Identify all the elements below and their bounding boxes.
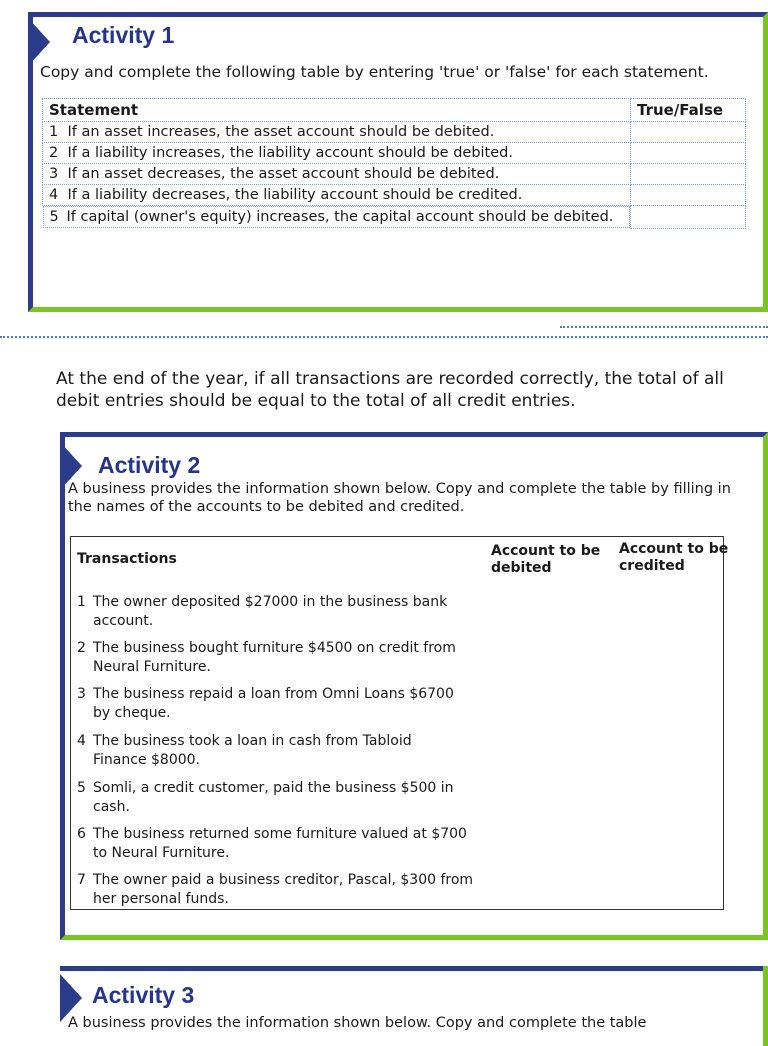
answer-cell: [631, 122, 746, 143]
header-transactions: Transactions: [77, 551, 177, 567]
activity-1-title: Activity 1: [72, 22, 175, 48]
answer-cell: [631, 185, 746, 206]
activity-3-intro: A business provides the information shown below. Copy and complete the table: [68, 1015, 647, 1031]
statement-text: If an asset increases, the asset account should be debited.: [67, 124, 495, 140]
activity-1-table: [42, 98, 746, 229]
transaction-text: The owner deposited $27000 in the business bank account.: [93, 594, 448, 629]
statement-text: If a liability increases, the liability account should be debited.: [67, 145, 513, 161]
activity-2-table: [70, 536, 729, 910]
activity-3-title: Activity 3: [92, 982, 195, 1008]
transaction-text: The business repaid a loan from Omni Loans $6700 by cheque.: [93, 686, 454, 721]
activity-3-top-border: [60, 966, 768, 971]
activity-3-right-border: [763, 966, 768, 1046]
transaction-text: The business returned some furniture valued at $700 to Neural Furniture.: [93, 826, 467, 861]
activity-3-box: [60, 966, 768, 1046]
table-row: 2 The business bought furniture $4500 on credit from Neural Furniture.: [77, 639, 465, 677]
answer-cell: [631, 164, 746, 185]
table-row: 7 The owner paid a business creditor, Pascal, $300 from her personal funds.: [77, 871, 477, 909]
answer-cell: [631, 206, 746, 229]
activity-2-box: [60, 432, 768, 940]
activity-2-intro: A business provides the information shown below. Copy and complete the table by filling in the names of the accounts to be debited and credited.: [68, 481, 731, 515]
table-row: 1 The owner deposited $27000 in the business bank account.: [77, 593, 465, 631]
activity-flag-icon: [28, 18, 50, 66]
dotted-divider: [560, 326, 768, 328]
table-row: 5 If capital (owner's equity) increases, the capital account should be debited.: [43, 206, 746, 229]
table-row: 4 The business took a loan in cash from Tabloid Finance $8000.: [77, 732, 465, 770]
table-row: 4 If a liability decreases, the liability account should be credited.: [43, 185, 746, 206]
transaction-text: The owner paid a business creditor, Pascal, $300 from her personal funds.: [93, 872, 474, 907]
table-row: 3 If an asset decreases, the asset account should be debited.: [43, 164, 746, 185]
table-row: 5 Somli, a credit customer, paid the business $500 in cash.: [77, 779, 465, 817]
body-paragraph: At the end of the year, if all transactions are recorded correctly, the total of all debit entries should be equal to the total of all credit entries.: [56, 369, 724, 411]
activity-1-box: [28, 12, 768, 312]
header-statement: Statement: [43, 99, 631, 122]
transaction-text: The business took a loan in cash from Tabloid Finance $8000.: [93, 733, 412, 768]
statement-text: If a liability decreases, the liability account should be credited.: [67, 187, 523, 203]
statement-text: If an asset decreases, the asset account should be debited.: [67, 166, 500, 182]
header-true-false: True/False: [631, 99, 746, 122]
table-row: 1 If an asset increases, the asset account should be debited.: [43, 122, 746, 143]
header-account-debited: Account to be debited: [491, 543, 601, 576]
statement-text: If capital (owner's equity) increases, the capital account should be debited.: [66, 209, 614, 225]
table-row: 3 The business repaid a loan from Omni Loans $6700 by cheque.: [77, 685, 465, 723]
table-row: 6 The business returned some furniture valued at $700 to Neural Furniture.: [77, 825, 477, 863]
table-row: 2 If a liability increases, the liability account should be debited.: [43, 143, 746, 164]
dotted-divider: [0, 336, 768, 338]
answer-cell: [631, 143, 746, 164]
transaction-text: Somli, a credit customer, paid the business $500 in cash.: [93, 780, 454, 815]
header-account-credited: Account to be credited: [619, 541, 729, 574]
activity-2-title: Activity 2: [98, 452, 201, 478]
table-header-row: [43, 99, 746, 122]
activity-1-intro: Copy and complete the following table by entering 'true' or 'false' for each statement.: [40, 63, 709, 81]
transaction-text: The business bought furniture $4500 on credit from Neural Furniture.: [93, 640, 456, 675]
